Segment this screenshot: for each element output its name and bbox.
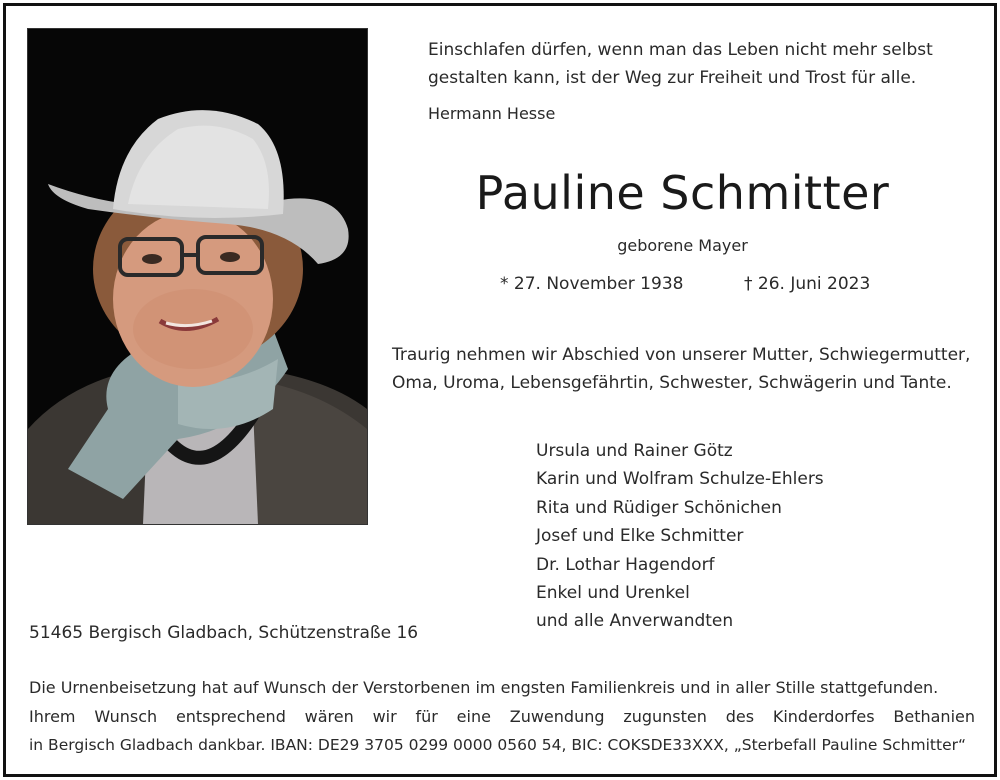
burial-notice (29, 673, 975, 760)
mourner-item: Josef und Elke Schmitter (536, 526, 744, 547)
mourner-item: Karin und Wolfram Schulze-Ehlers (536, 469, 824, 490)
mourner-item: Ursula und Rainer Götz (536, 441, 733, 461)
quote-author: Hermann Hesse (428, 104, 556, 123)
quote-line: gestalten kann, ist der Weg zur Freiheit und Trost für alle. (428, 68, 917, 88)
mourning-line: Oma, Uroma, Lebensgefährtin, Schwester, Schwägerin und Tante. (392, 373, 952, 393)
mourner-item: und alle Anverwandten (536, 611, 734, 632)
mourner-item: Dr. Lothar Hagendorf (536, 554, 715, 575)
mourning-text (392, 341, 982, 397)
address: 51465 Bergisch Gladbach, Schützenstraße 16 (29, 623, 419, 643)
mourner-item: Enkel und Urenkel (536, 583, 690, 604)
quote-line: Einschlafen dürfen, wenn man das Leben nicht mehr selbst (428, 40, 933, 60)
death-date: † 26. Juni 2023 (744, 274, 871, 294)
deceased-name: Pauline Schmitter (475, 166, 890, 220)
born-name: geborene Mayer (617, 236, 748, 255)
mourning-line: Traurig nehmen wir Abschied von unserer Mutter, Schwiegermutter, (392, 345, 971, 365)
mourner-item: Rita und Rüdiger Schönichen (536, 497, 782, 518)
notice-line: Ihrem Wunsch entsprechend wären wir für eine Zuwendung zugunsten des Kinderdorfes Bethanien (29, 707, 975, 726)
notice-line: Die Urnenbeisetzung hat auf Wunsch der Verstorbenen im engsten Familienkreis und in aller Stille stattgefunden. (29, 678, 939, 697)
portrait-illustration (28, 29, 367, 524)
portrait-photo (27, 28, 368, 525)
birth-date: * 27. November 1938 (500, 274, 684, 294)
quote-text (428, 36, 968, 92)
notice-line: in Bergisch Gladbach dankbar. IBAN: DE29 3705 0299 0000 0560 54, BIC: COKSDE33XXX, „Sterbefall Pauline Schmitter“ (29, 736, 967, 754)
mourners-list (536, 437, 824, 636)
